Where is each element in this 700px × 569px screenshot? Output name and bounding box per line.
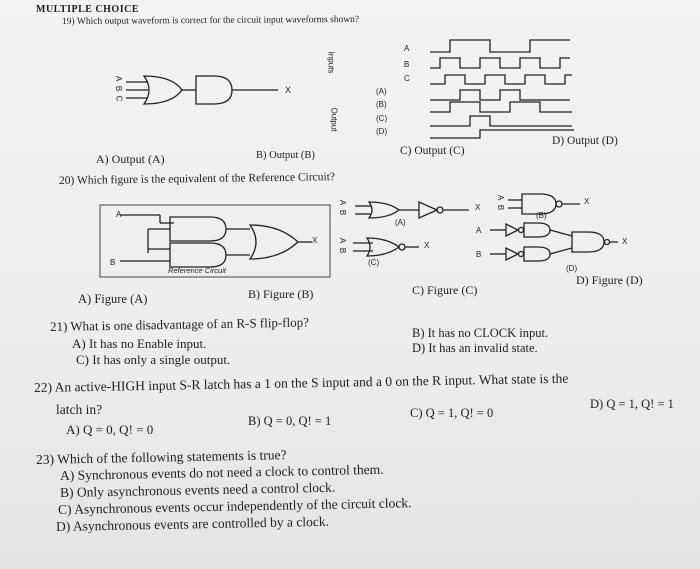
q20-option-c[interactable]: C) Figure (C) — [412, 283, 478, 297]
q20-fig-c-output: X — [424, 241, 430, 250]
q20-fig-c-input-a: A — [338, 237, 348, 244]
q19-output-side-label: Output — [329, 107, 339, 132]
q19-circuit-diagram — [110, 70, 300, 110]
q20-fig-c-label: (C) — [368, 258, 380, 267]
q19-waveforms — [420, 32, 610, 142]
q21-option-a[interactable]: A) It has no Enable input. — [72, 336, 207, 351]
q20-stem: 20) Which figure is the equivalent of the Reference Circuit? — [58, 171, 336, 187]
q19-wave-label-b: B — [404, 60, 410, 69]
q20-fig-d-label: (D) — [566, 264, 578, 273]
q19-input-b-label: B — [114, 85, 124, 92]
q20-figure-d — [480, 222, 630, 264]
q19-option-a[interactable]: A) Output (A) — [96, 152, 165, 166]
section-title: MULTIPLE CHOICE — [36, 4, 139, 15]
q20-fig-b-input-b: B — [496, 204, 506, 211]
q20-fig-a-input-b: B — [338, 209, 348, 216]
q21-option-c[interactable]: C) It has only a single output. — [76, 352, 231, 367]
q22-stem-line2: latch in? — [56, 402, 103, 417]
q20-fig-b-label: (B) — [536, 211, 547, 220]
q20-fig-b-input-a: A — [496, 194, 506, 201]
q22-option-d[interactable]: D) Q = 1, Q! = 1 — [590, 397, 674, 411]
q19-option-b[interactable]: B) Output (B) — [256, 150, 315, 161]
q23-option-b[interactable]: B) Only asynchronous events need a control clock. — [59, 479, 336, 500]
q22-stem-line1: 22) An active-HIGH input S-R latch has a 1 on the S input and a 0 on the R input. What state is the — [33, 370, 569, 395]
q20-ref-output: X — [312, 236, 318, 245]
q20-fig-a-input-a: A — [338, 199, 348, 206]
q19-out-label-c: (C) — [376, 114, 388, 123]
q19-wave-label-a: A — [404, 44, 410, 53]
q20-option-b[interactable]: B) Figure (B) — [248, 287, 314, 301]
q19-out-label-d: (D) — [376, 127, 388, 136]
q20-fig-d-output: X — [622, 237, 628, 246]
q20-figure-b — [500, 192, 610, 217]
q19-input-c-label: C — [114, 95, 124, 102]
q20-figure-a — [345, 198, 495, 223]
q20-ref-caption: Reference Circuit — [168, 266, 226, 275]
q19-wave-label-c: C — [404, 74, 410, 83]
q22-option-a[interactable]: A) Q = 0, Q! = 0 — [66, 422, 154, 437]
q20-fig-a-output: X — [475, 203, 481, 212]
q22-option-c[interactable]: C) Q = 1, Q! = 0 — [410, 406, 494, 420]
q21-stem: 21) What is one disadvantage of an R-S flip-flop? — [49, 314, 310, 334]
q19-option-c[interactable]: C) Output (C) — [400, 145, 465, 157]
q23-option-c[interactable]: C) Asynchronous events occur independently of the circuit clock. — [57, 495, 412, 517]
q20-fig-d-input-b: B — [476, 250, 482, 259]
q20-figure-c — [345, 235, 455, 260]
q20-ref-input-a: A — [116, 210, 122, 219]
q19-inputs-side-label: Inputs — [326, 51, 336, 74]
q20-fig-d-input-a: A — [476, 226, 482, 235]
q23-option-a[interactable]: A) Synchronous events do not need a clock to control them. — [59, 461, 384, 483]
q19-stem: 19) Which output waveform is correct for the circuit input waveforms shown? — [61, 14, 360, 27]
q19-out-label-a: (A) — [376, 87, 387, 96]
q19-option-d[interactable]: D) Output (D) — [552, 135, 618, 147]
q19-out-label-b: (B) — [376, 100, 387, 109]
q20-option-a[interactable]: A) Figure (A) — [78, 292, 148, 306]
q20-fig-b-output: X — [584, 197, 590, 206]
q23-option-d[interactable]: D) Asynchronous events are controlled by a clock. — [55, 513, 330, 534]
q19-output-label: X — [285, 85, 292, 95]
q20-fig-c-input-b: B — [338, 247, 348, 254]
q20-fig-a-label: (A) — [395, 218, 406, 227]
q23-stem: 23) Which of the following statements is true? — [35, 447, 287, 467]
q21-option-d[interactable]: D) It has an invalid state. — [412, 341, 538, 355]
q20-ref-input-b: B — [110, 258, 116, 267]
q21-option-b[interactable]: B) It has no CLOCK input. — [412, 326, 549, 340]
q19-input-a-label: A — [114, 75, 124, 82]
q20-option-d[interactable]: D) Figure (D) — [576, 273, 643, 287]
q22-option-b[interactable]: B) Q = 0, Q! = 1 — [248, 414, 332, 428]
